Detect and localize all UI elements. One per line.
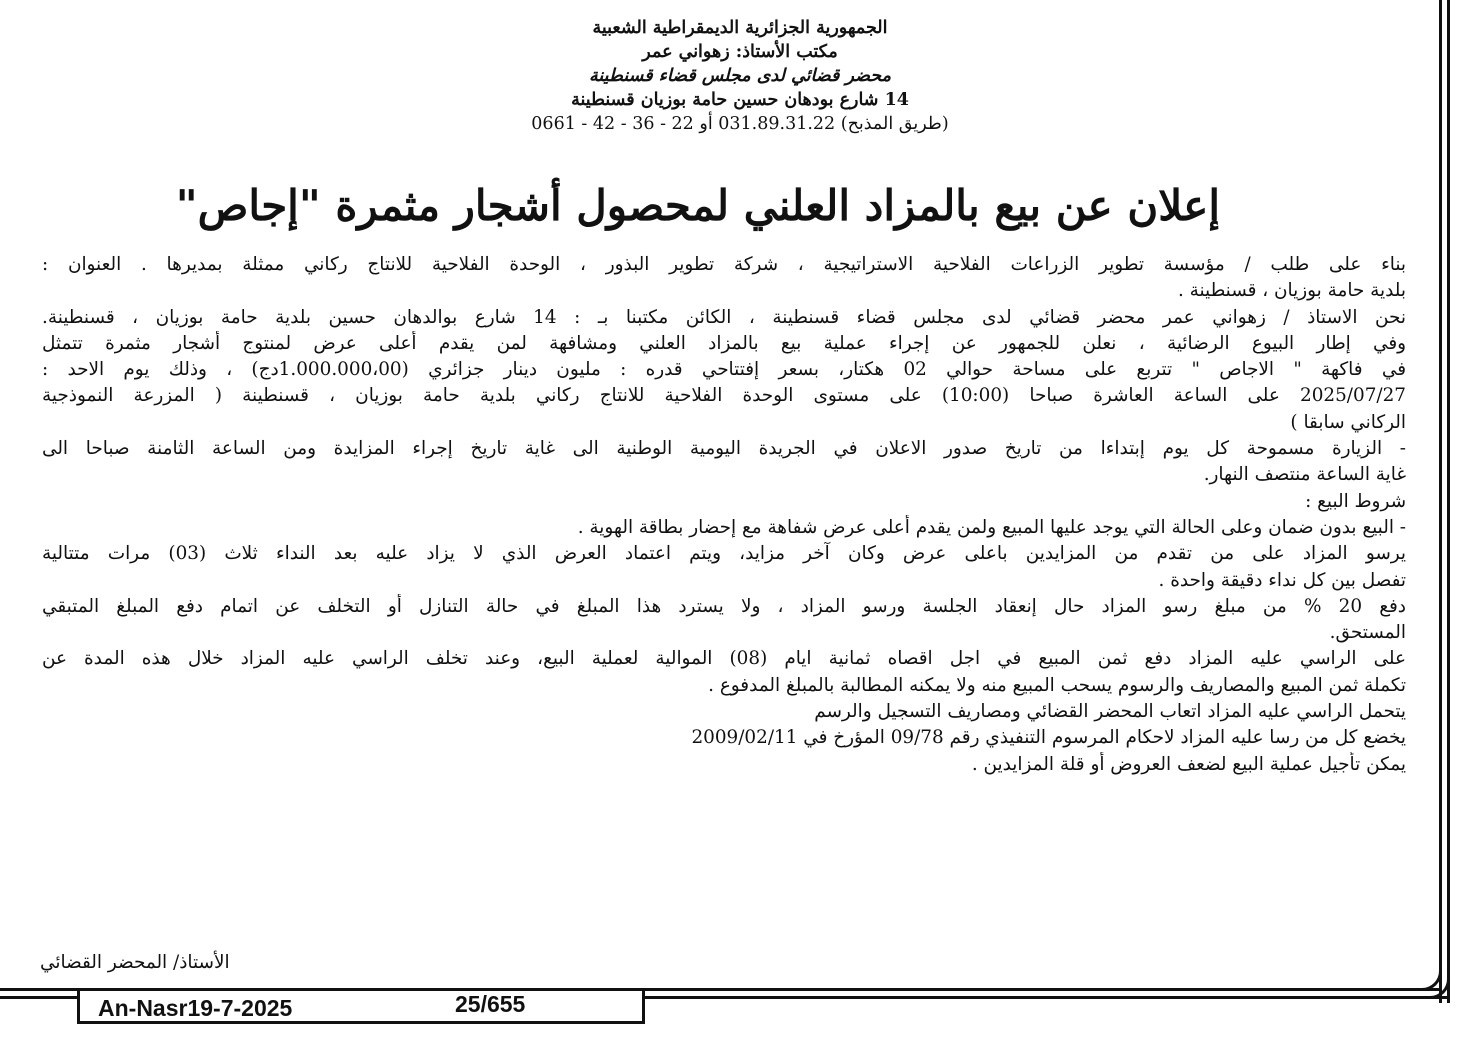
body-line: في فاكهة " الاجاص " تتربع على مساحة حوالي 02 هكتار، بسعر إفتتاحي قدره : مليون دينار جزائري (1.000.000،00دج) ، وذلك يوم الاحد :: [42, 359, 1406, 381]
body-line: يتحمل الراسي عليه المزاد اتعاب المحضر القضائي ومصاريف التسجيل والرسم: [814, 701, 1406, 723]
signature-line: الأستاذ/ المحضر القضائي: [40, 952, 230, 973]
body-line: المستحق.: [1329, 622, 1406, 644]
body-line: تكملة ثمن المبيع والمصاريف والرسوم يسحب المبيع منه ولا يمكنه المطالبة بالمبلغ المدفوع .: [708, 674, 1406, 696]
header-office: مكتب الأستاذ: زهواني عمر: [642, 42, 838, 62]
body-line: بلدية حامة بوزيان ، قسنطينة .: [1177, 280, 1406, 302]
body-line: يرسو المزاد على من تقدم من المزايدين باعلى عرض وكان آخر مزايد، ويتم اعتماد العرض الذي لا يزاد عليه بعد النداء ثلاث (03) مرات متتالية: [42, 543, 1406, 565]
notice-body: [42, 252, 1406, 778]
body-line: - البيع بدون ضمان وعلى الحالة التي يوجد عليها المبيع ولمن يقدم أعلى عرض شفاهة مع إحضار بطاقة الهوية .: [577, 516, 1406, 538]
body-line: يمكن تأجيل عملية البيع لضعف العروض أو قلة المزايدين .: [971, 753, 1406, 775]
publication-source: An-Nasr19-7-2025: [98, 995, 293, 1021]
header-phone: (طريق المذبح) 031.89.31.22 أو 22 - 36 - 42 - 0661: [531, 114, 949, 134]
body-line: 2025/07/27 على الساعة العاشرة صباحا (10:00) على مستوى الوحدة الفلاحية للانتاج ركاني بلدية حامة بوزيان ، قسنطينة ( المزرعة النموذجية: [42, 385, 1406, 407]
body-line: نحن الاستاذ / زهواني عمر محضر قضائي لدى مجلس قضاء قسنطينة ، الكائن مكتبنا بـ : 14 شارع بوالدهان حسين بلدية حامة بوزيان ، قسنطينة.: [42, 306, 1406, 328]
body-line: دفع 20 % من مبلغ رسو المزاد حال إنعقاد الجلسة ورسو المزاد ، ولا يسترد هذا المبلغ في حالة التنازل أو التخلف عن اتمام دفع المبلغ المتبقي: [42, 595, 1406, 617]
body-line: بناء على طلب / مؤسسة تطوير الزراعات الفلاحية الاستراتيجية ، شركة تطوير البذور ، الوحدة الفلاحية للانتاج ركاني ممثلة بمديرها . العنوان :: [42, 254, 1406, 275]
body-line: على الراسي عليه المزاد دفع ثمن المبيع في اجل اقصاه ثمانية ايام (08) الموالية لعملية البيع، وعند تخلف الراسي عليه المزاد خلال هذه المدة عن: [42, 648, 1406, 670]
body-line: يخضع كل من رسا عليه المزاد لاحكام المرسوم التنفيذي رقم 09/78 المؤرخ في 2009/02/11: [691, 727, 1406, 749]
frame-rule: [1447, 0, 1450, 1003]
body-line: وفي إطار البيوع الرضائية ، نعلن للجمهور عن إجراء عملية بيع بالمزاد العلني ومشافهة لمن يقدم أعلى عرض لمنتوج أشجار مثمرة تتمثل: [42, 332, 1406, 354]
notice-number: 25/655: [455, 991, 526, 1017]
body-line: غاية الساعة منتصف النهار.: [1203, 464, 1406, 486]
header-address: 14 شارع بودهان حسين حامة بوزيان قسنطينة: [571, 90, 909, 110]
body-line: الركاني سابقا ): [1290, 411, 1406, 433]
office-header: [350, 16, 1130, 136]
body-line: - الزيارة مسموحة كل يوم إبتداءا من تاريخ صدور الاعلان في الجريدة اليومية الوطنية الى غاية تاريخ إجراء المزايدة ومن الساعة الثامنة صباحا الى: [42, 438, 1406, 460]
section-heading: شروط البيع :: [1305, 490, 1406, 512]
body-line: تفصل بين كل نداء دقيقة واحدة .: [1158, 569, 1406, 591]
notice-title: إعلان عن بيع بالمزاد العلني لمحصول أشجار مثمرة "إجاص": [175, 181, 1220, 230]
publication-reference-box: [77, 988, 645, 1024]
frame-rule: [1439, 0, 1442, 1003]
header-role: محضر قضائي لدى مجلس قضاء قسنطينة: [589, 66, 891, 86]
header-republic: الجمهورية الجزائرية الديمقراطية الشعبية: [592, 18, 888, 38]
